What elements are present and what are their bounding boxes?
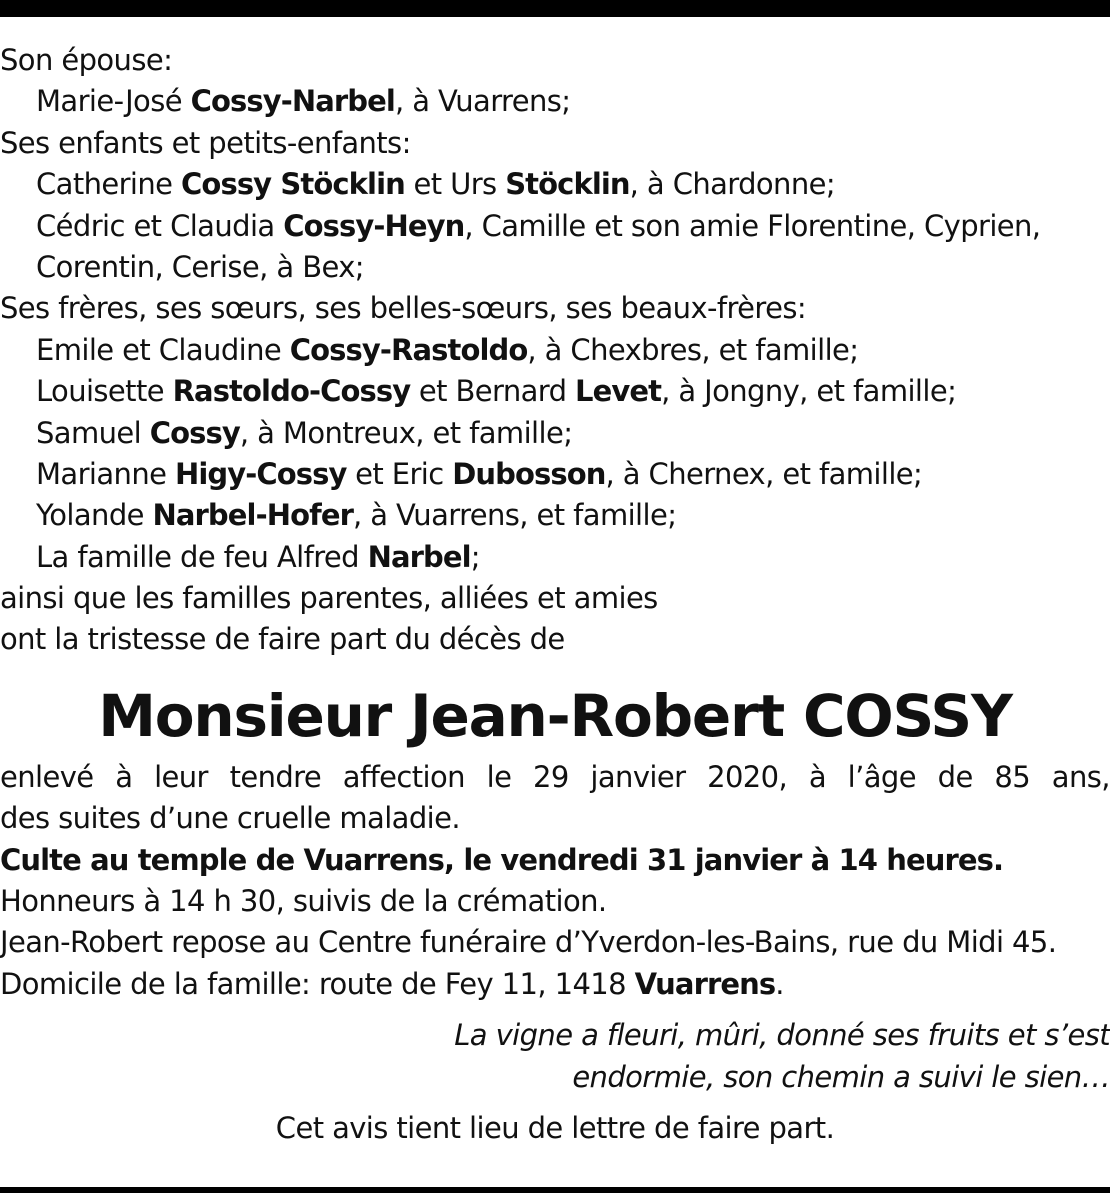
top-rule bbox=[0, 0, 1110, 17]
death-date-line bbox=[0, 757, 1110, 798]
sibling-line bbox=[0, 454, 1110, 495]
text: , à Vuarrens, et famille; bbox=[353, 498, 677, 533]
word: 2020, bbox=[707, 759, 788, 794]
honours-line: Honneurs à 14 h 30, suivis de la crémation. bbox=[0, 884, 607, 919]
deceased-name: Monsieur Jean-Robert COSSY bbox=[98, 681, 1012, 750]
word: affection bbox=[342, 759, 465, 794]
text: , à Jongny, et famille; bbox=[661, 374, 957, 409]
spouse-heading: Son épouse: bbox=[0, 43, 173, 77]
text: et Urs bbox=[404, 167, 506, 202]
relatives-line: ainsi que les familles parentes, alliées et amies bbox=[0, 581, 658, 616]
text: Cédric et Claudia bbox=[36, 208, 284, 243]
text: Marie-José bbox=[36, 84, 191, 119]
siblings-heading: Ses frères, ses sœurs, ses belles-sœurs, ses beaux-frères: bbox=[0, 291, 807, 326]
word: tendre bbox=[229, 759, 322, 794]
surname: Narbel-Hofer bbox=[152, 498, 354, 533]
text: , à Vuarrens; bbox=[394, 84, 571, 119]
word: l’âge bbox=[847, 759, 916, 794]
quote-line: La vigne a fleuri, mûri, donné ses fruits et s’est bbox=[454, 1018, 1110, 1053]
surname: Cossy-Rastoldo bbox=[289, 332, 528, 367]
surname: Levet bbox=[575, 374, 662, 409]
town: Vuarrens bbox=[634, 966, 776, 1001]
surname: Cossy-Heyn bbox=[283, 208, 465, 243]
word: de bbox=[937, 759, 973, 794]
sibling-line bbox=[0, 371, 1110, 412]
surname: Dubosson bbox=[452, 456, 606, 491]
quote-line: endormie, son chemin a suivi le sien… bbox=[572, 1059, 1110, 1094]
word: à bbox=[808, 759, 826, 794]
announcement-line: ont la tristesse de faire part du décès de bbox=[0, 622, 565, 657]
text: , à Montreux, et famille; bbox=[239, 415, 573, 450]
text: et Bernard bbox=[410, 374, 576, 409]
surname: Cossy-Narbel bbox=[190, 84, 395, 119]
text: Catherine bbox=[36, 167, 182, 202]
text: . bbox=[775, 966, 784, 1001]
text: Yolande bbox=[36, 498, 153, 533]
text: , à Chexbres, et famille; bbox=[527, 332, 859, 367]
bottom-rule bbox=[0, 1187, 1110, 1193]
child-line bbox=[0, 206, 1110, 247]
child-line-continued: Corentin, Cerise, à Bex; bbox=[36, 249, 364, 284]
surname: Higy-Cossy bbox=[174, 456, 347, 491]
child-line bbox=[0, 164, 1110, 205]
surname: Cossy Stöcklin bbox=[181, 167, 405, 202]
text: Emile et Claudine bbox=[36, 332, 290, 367]
text: , à Chardonne; bbox=[629, 167, 836, 202]
text: Domicile de la famille: route de Fey 11, 1418 bbox=[0, 966, 635, 1001]
word: enlevé bbox=[0, 759, 94, 794]
word: à bbox=[115, 759, 133, 794]
sibling-line bbox=[0, 537, 1110, 578]
surname: Rastoldo-Cossy bbox=[172, 374, 411, 409]
sibling-line bbox=[0, 413, 1110, 454]
text: Samuel bbox=[36, 415, 150, 450]
cause-line: des suites d’une cruelle maladie. bbox=[0, 801, 460, 836]
text: , Camille et son amie Florentine, Cyprien, bbox=[464, 208, 1041, 243]
spouse-line bbox=[0, 81, 1110, 122]
children-heading: Ses enfants et petits-enfants: bbox=[0, 125, 411, 160]
epitaph-quote bbox=[0, 1015, 1110, 1098]
rest-place-line: Jean-Robert repose au Centre funéraire d’Yverdon-les-Bains, rue du Midi 45. bbox=[0, 925, 1057, 960]
surname: Stöcklin bbox=[505, 167, 630, 202]
surname: Cossy bbox=[149, 415, 240, 450]
text: ; bbox=[470, 539, 480, 574]
text: , à Chernex, et famille; bbox=[605, 456, 923, 491]
word: leur bbox=[154, 759, 208, 794]
word: ans, bbox=[1051, 759, 1110, 794]
closing-note: Cet avis tient lieu de lettre de faire part. bbox=[275, 1111, 835, 1146]
text: Louisette bbox=[36, 374, 173, 409]
death-notice bbox=[0, 40, 1110, 1149]
domicile-line bbox=[0, 964, 1110, 1005]
word: 85 bbox=[994, 759, 1031, 794]
word: 29 bbox=[533, 759, 569, 794]
text: et Eric bbox=[346, 456, 453, 491]
text: Marianne bbox=[36, 456, 175, 491]
surname: Narbel bbox=[367, 539, 471, 574]
sibling-line bbox=[0, 330, 1110, 371]
word: le bbox=[486, 759, 512, 794]
sibling-line bbox=[0, 495, 1110, 536]
service-line: Culte au temple de Vuarrens, le vendredi 31 janvier à 14 heures. bbox=[0, 842, 1004, 877]
word: janvier bbox=[590, 759, 686, 794]
text: La famille de feu Alfred bbox=[36, 539, 368, 574]
